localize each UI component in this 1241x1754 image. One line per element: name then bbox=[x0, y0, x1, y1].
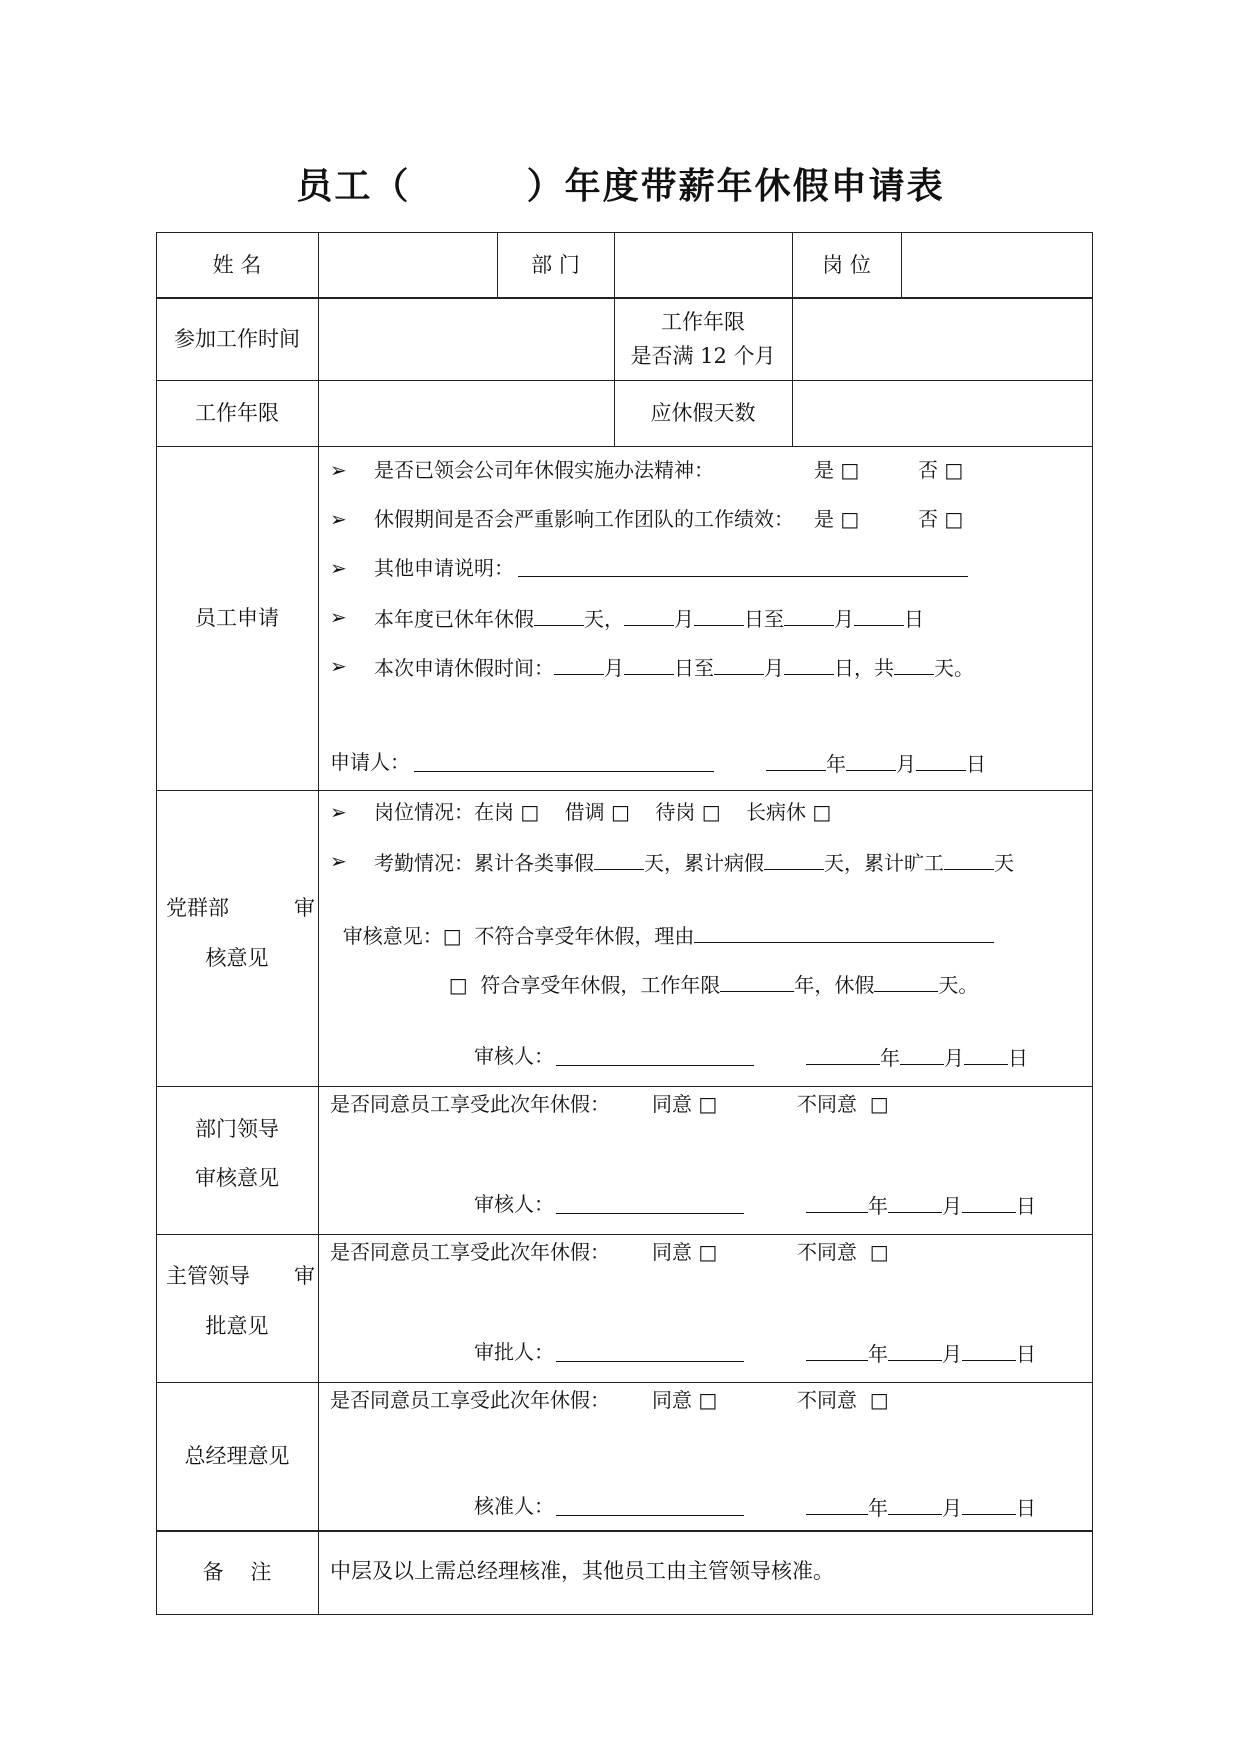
disagree-checkbox[interactable]: 不同意 □ bbox=[797, 1240, 889, 1264]
date-text: 日 bbox=[966, 752, 986, 776]
leave-taken-text: 日 bbox=[904, 607, 924, 631]
date-text: 年 bbox=[826, 752, 846, 776]
date-text: 年 bbox=[880, 1046, 900, 1070]
chief-leader-label-b: 审 bbox=[294, 1264, 315, 1288]
reviewer-label: 审核人： bbox=[474, 1192, 554, 1216]
blank-field[interactable] bbox=[784, 605, 834, 626]
leave-request-text: 日，共 bbox=[834, 656, 894, 680]
month-field[interactable] bbox=[900, 1044, 944, 1065]
agree-checkbox[interactable]: 同意 □ bbox=[652, 1092, 718, 1116]
row-divider bbox=[156, 790, 1093, 791]
leave-days-field[interactable] bbox=[794, 382, 1091, 445]
no-checkbox[interactable]: 否 □ bbox=[918, 507, 964, 531]
review-text: 年，休假 bbox=[794, 973, 875, 997]
bullet-icon: ➢ bbox=[330, 800, 347, 824]
year-field[interactable] bbox=[806, 1494, 868, 1515]
question-understood-policy: 是否已领会公司年休假实施办法精神： bbox=[374, 458, 714, 482]
other-notes-label: 其他申请说明： bbox=[374, 556, 514, 580]
dept-leader-question: 是否同意员工享受此次年休假： bbox=[330, 1092, 610, 1116]
review-date bbox=[806, 1044, 1028, 1070]
month-field[interactable] bbox=[888, 1494, 942, 1515]
leave-taken-text: 月 bbox=[834, 607, 854, 631]
leave-request-text: 本次申请休假时间： bbox=[374, 656, 554, 680]
approver-signature-field[interactable] bbox=[556, 1515, 744, 1516]
blank-field[interactable] bbox=[714, 654, 764, 675]
blank-field[interactable] bbox=[554, 654, 604, 675]
table-border-left bbox=[156, 232, 157, 1614]
join-work-time-field[interactable] bbox=[320, 300, 613, 379]
table-border-bottom bbox=[156, 1614, 1093, 1615]
leave-request-line bbox=[374, 654, 974, 680]
date-text: 日 bbox=[1016, 1496, 1036, 1520]
column-divider bbox=[901, 232, 902, 298]
review-eligible bbox=[436, 947, 978, 997]
leave-request-text: 日至 bbox=[674, 656, 714, 680]
other-notes-field[interactable] bbox=[518, 576, 968, 577]
post-field[interactable] bbox=[903, 234, 1091, 296]
row-divider bbox=[156, 297, 1093, 299]
reviewer-label: 审核人： bbox=[474, 1044, 554, 1068]
table-border-top bbox=[156, 232, 1093, 233]
party-review-label-a: 党群部 bbox=[166, 896, 229, 920]
work-years-field[interactable] bbox=[320, 382, 613, 445]
leave-taken-text: 日至 bbox=[744, 607, 784, 631]
leave-request-text: 天。 bbox=[934, 656, 974, 680]
review-text: 天。 bbox=[938, 973, 979, 997]
approver-signature-field[interactable] bbox=[556, 1361, 744, 1362]
date-text: 日 bbox=[1008, 1046, 1028, 1070]
blank-field[interactable] bbox=[944, 849, 994, 870]
bullet-icon: ➢ bbox=[330, 458, 347, 482]
approver-label: 审批人： bbox=[474, 1340, 554, 1364]
review-text[interactable]: 审核意见：□ 不符合享受年休假，理由 bbox=[342, 924, 695, 948]
row-divider bbox=[156, 446, 1093, 447]
attendance-line bbox=[374, 849, 1014, 875]
year-field[interactable] bbox=[806, 1192, 868, 1213]
row-divider bbox=[156, 380, 1093, 381]
leave-request-text: 月 bbox=[764, 656, 784, 680]
date-text: 日 bbox=[1016, 1342, 1036, 1366]
agree-checkbox[interactable]: 同意 □ bbox=[652, 1240, 718, 1264]
date-text: 月 bbox=[942, 1342, 962, 1366]
remark-text: 中层及以上需总经理核准，其他员工由主管领导核准。 bbox=[330, 1559, 834, 1583]
blank-field[interactable] bbox=[624, 605, 674, 626]
no-checkbox[interactable]: 否 □ bbox=[918, 458, 964, 482]
year-field[interactable] bbox=[766, 750, 826, 771]
attendance-text: 天，累计病假 bbox=[644, 851, 764, 875]
date-text: 年 bbox=[868, 1496, 888, 1520]
approval-date bbox=[806, 1340, 1036, 1366]
attendance-text: 天 bbox=[994, 851, 1014, 875]
leave-request-text: 月 bbox=[604, 656, 624, 680]
chief-leader-label-c: 批意见 bbox=[205, 1314, 269, 1338]
leave-taken-text: 月 bbox=[674, 607, 694, 631]
yes-checkbox[interactable]: 是 □ bbox=[814, 458, 860, 482]
post-status-options[interactable]: 岗位情况：在岗 □ 借调 □ 待岗 □ 长病休 □ bbox=[374, 800, 832, 824]
leave-taken-text: 天， bbox=[584, 607, 624, 631]
blank-field[interactable] bbox=[534, 605, 584, 626]
day-field[interactable] bbox=[916, 750, 966, 771]
attendance-text: 天，累计旷工 bbox=[824, 851, 944, 875]
name-label: 姓 名 bbox=[212, 253, 262, 277]
join-work-time-label: 参加工作时间 bbox=[174, 327, 300, 351]
years-12-months-label-line2: 是否满 12 个月 bbox=[630, 344, 776, 368]
day-field[interactable] bbox=[962, 1494, 1016, 1515]
bullet-icon: ➢ bbox=[330, 605, 347, 629]
date-text: 月 bbox=[942, 1194, 962, 1218]
blank-field[interactable] bbox=[594, 849, 644, 870]
yes-checkbox[interactable]: 是 □ bbox=[814, 507, 860, 531]
row-divider bbox=[156, 1530, 1093, 1532]
day-field[interactable] bbox=[962, 1340, 1016, 1361]
table-border-right bbox=[1092, 232, 1093, 1614]
dept-leader-label-a: 部门领导 bbox=[195, 1117, 279, 1141]
agree-checkbox[interactable]: 同意 □ bbox=[652, 1388, 718, 1412]
label-column-divider bbox=[318, 232, 319, 1614]
blank-field[interactable] bbox=[854, 605, 904, 626]
applicant-label: 申请人： bbox=[330, 750, 410, 774]
date-text: 月 bbox=[944, 1046, 964, 1070]
date-text: 月 bbox=[942, 1496, 962, 1520]
row-divider bbox=[156, 1234, 1093, 1235]
date-text: 月 bbox=[896, 752, 916, 776]
month-field[interactable] bbox=[888, 1192, 942, 1213]
question-team-impact: 休假期间是否会严重影响工作团队的工作绩效： bbox=[374, 507, 794, 531]
row-divider bbox=[156, 1086, 1093, 1087]
applicant-signature-field[interactable] bbox=[414, 771, 714, 772]
years-12-months-field[interactable] bbox=[794, 300, 1091, 379]
blank-field[interactable] bbox=[694, 605, 744, 626]
bullet-icon: ➢ bbox=[330, 849, 347, 873]
row-divider bbox=[156, 1382, 1093, 1383]
applicant-date bbox=[766, 750, 986, 776]
gm-question: 是否同意员工享受此次年休假： bbox=[330, 1388, 610, 1412]
reason-field[interactable] bbox=[694, 922, 994, 943]
chief-leader-question: 是否同意员工享受此次年休假： bbox=[330, 1240, 610, 1264]
date-text: 日 bbox=[1016, 1194, 1036, 1218]
gm-opinion-label: 总经理意见 bbox=[184, 1444, 290, 1468]
blank-field[interactable] bbox=[624, 654, 674, 675]
bullet-icon: ➢ bbox=[330, 654, 347, 678]
chief-leader-label-a: 主管领导 bbox=[166, 1264, 250, 1288]
leave-taken-line bbox=[374, 605, 924, 631]
review-date bbox=[806, 1192, 1036, 1218]
reviewer-signature-field[interactable] bbox=[556, 1065, 754, 1066]
party-review-label-c: 核意见 bbox=[205, 946, 269, 970]
blank-field[interactable] bbox=[764, 849, 824, 870]
remark-label: 备 注 bbox=[202, 1560, 272, 1584]
day-field[interactable] bbox=[964, 1044, 1008, 1065]
party-review-label-b: 审 bbox=[294, 896, 315, 920]
date-text: 年 bbox=[868, 1342, 888, 1366]
leave-days-label: 应休假天数 bbox=[650, 401, 756, 425]
attendance-text: 考勤情况：累计各类事假 bbox=[374, 851, 594, 875]
blank-field[interactable] bbox=[874, 971, 938, 992]
date-text: 年 bbox=[868, 1194, 888, 1218]
day-field[interactable] bbox=[962, 1192, 1016, 1213]
reviewer-signature-field[interactable] bbox=[556, 1213, 744, 1214]
blank-field[interactable] bbox=[720, 971, 794, 992]
name-field[interactable] bbox=[320, 234, 496, 296]
dept-leader-label-b: 审核意见 bbox=[195, 1166, 279, 1190]
bullet-icon: ➢ bbox=[330, 507, 347, 531]
disagree-checkbox[interactable]: 不同意 □ bbox=[797, 1092, 889, 1116]
form-title: 员工（ ）年度带薪年休假申请表 bbox=[296, 166, 945, 207]
review-not-eligible bbox=[330, 898, 994, 948]
month-field[interactable] bbox=[888, 1340, 942, 1361]
month-field[interactable] bbox=[846, 750, 896, 771]
years-12-months-label-line1: 工作年限 bbox=[661, 310, 745, 334]
year-field[interactable] bbox=[806, 1044, 880, 1065]
approver-label: 核准人： bbox=[474, 1494, 554, 1518]
blank-field[interactable] bbox=[894, 654, 934, 675]
post-label: 岗 位 bbox=[822, 253, 871, 277]
approval-date bbox=[806, 1494, 1036, 1520]
year-field[interactable] bbox=[806, 1340, 868, 1361]
bullet-icon: ➢ bbox=[330, 556, 347, 580]
blank-field[interactable] bbox=[784, 654, 834, 675]
leave-taken-text: 本年度已休年休假 bbox=[374, 607, 534, 631]
disagree-checkbox[interactable]: 不同意 □ bbox=[797, 1388, 889, 1412]
department-label: 部 门 bbox=[531, 253, 580, 277]
work-years-label: 工作年限 bbox=[195, 401, 279, 425]
employee-application-label: 员工申请 bbox=[195, 606, 279, 630]
review-text[interactable]: □ 符合享受年休假，工作年限 bbox=[448, 973, 721, 997]
department-field[interactable] bbox=[616, 234, 791, 296]
